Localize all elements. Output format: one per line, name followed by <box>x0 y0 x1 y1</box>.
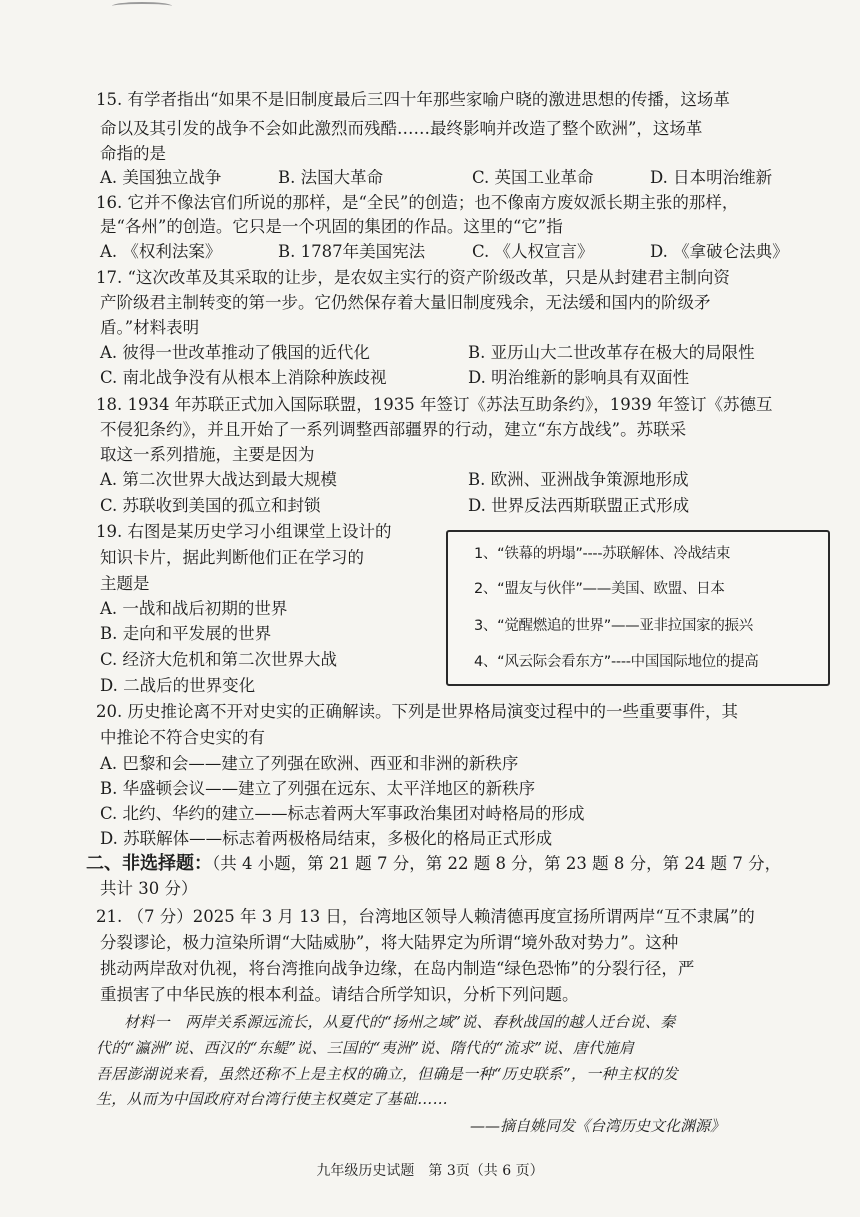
q17-option-d: D. 明治维新的影响具有双面性 <box>468 368 690 387</box>
knowledge-card-item-2: 2、“盟友与伙伴”——美国、欧盟、日本 <box>474 581 725 597</box>
page-footer: 九年级历史试题 第 3页（共 6 页） <box>316 1163 544 1179</box>
q19-option-a: A. 一战和战后初期的世界 <box>100 599 288 618</box>
q19-option-d: D. 二战后的世界变化 <box>100 676 256 695</box>
section-note: （共 4 小题，第 21 题 7 分，第 22 题 8 分，第 23 题 8 分，第 24 题 7 分， <box>212 854 782 873</box>
q15-option-a: A. 美国独立战争 <box>100 168 222 187</box>
q17-option-b: B. 亚历山大二世改革存在极大的局限性 <box>468 343 755 362</box>
q19-stem-line1: 19. 右图是某历史学习小组课堂上设计的 <box>96 522 392 541</box>
section-note-line2: 共计 30 分） <box>100 879 198 898</box>
q21-material-line3: 吾居澎湖说来看，虽然还称不上是主权的确立，但确是一种“历史联系”，一种主权的发 <box>96 1065 679 1083</box>
q18-stem-line3: 取这一系列措施，主要是因为 <box>100 445 315 464</box>
q16-option-d: D. 《拿破仑法典》 <box>650 242 789 261</box>
q18-option-a: A. 第二次世界大战达到最大规模 <box>100 470 337 489</box>
q15-stem-line3: 命指的是 <box>100 144 166 163</box>
q17-stem-line2: 产阶级君主制转变的第一步。它仍然保存着大量旧制度残余，无法缓和国内的阶级矛 <box>100 293 711 312</box>
q18-stem-line2: 不侵犯条约》，并且开始了一系列调整西部疆界的行动，建立“东方战线”。苏联采 <box>100 420 687 439</box>
q19-stem-line3: 主题是 <box>100 574 150 593</box>
q21-material-source: ——摘自姚同发《台湾历史文化渊源》 <box>470 1117 726 1135</box>
q16-option-a: A. 《权利法案》 <box>100 242 222 261</box>
q15-option-c: C. 英国工业革命 <box>472 168 594 187</box>
q15-stem-line1: 15. 有学者指出“如果不是旧制度最后三四十年那些家喻户晓的激进思想的传播，这场革 <box>96 90 730 109</box>
q18-option-c: C. 苏联收到美国的孤立和封锁 <box>100 496 321 515</box>
q21-material-line1: 材料一 两岸关系源远流长，从夏代的“扬州之域”说、春秋战国的越人迁台说、秦 <box>124 1013 676 1031</box>
knowledge-card-item-1: 1、“铁幕的坍塌”----苏联解体、冷战结束 <box>474 546 731 562</box>
section-title: 二、非选择题： <box>86 853 212 874</box>
knowledge-card <box>446 530 830 686</box>
q17-stem-line1: 17. “这次改革及其采取的让步，是农奴主实行的资产阶级改革，只是从封建君主制向资 <box>96 268 730 287</box>
q20-option-b: B. 华盛顿会议——建立了列强在远东、太平洋地区的新秩序 <box>100 779 536 798</box>
knowledge-card-item-4: 4、“风云际会看东方”----中国国际地位的提高 <box>474 654 759 670</box>
q19-option-c: C. 经济大危机和第二次世界大战 <box>100 650 338 669</box>
q20-option-c: C. 北约、华约的建立——标志着两大军事政治集团对峙格局的形成 <box>100 804 585 823</box>
scan-mark <box>112 2 172 10</box>
q16-stem-line2: 是“各州”的创造。它只是一个巩固的集团的作品。这里的“它”指 <box>100 217 563 236</box>
q17-option-c: C. 南北战争没有从根本上消除种族歧视 <box>100 368 387 387</box>
q21-stem-line4: 重损害了中华民族的根本利益。请结合所学知识，分析下列问题。 <box>100 985 579 1004</box>
q16-option-c: C. 《人权宣言》 <box>472 242 594 261</box>
q17-stem-line3: 盾。”材料表明 <box>100 318 200 337</box>
q20-stem-line2: 中推论不符合史实的有 <box>100 728 265 747</box>
q19-option-b: B. 走向和平发展的世界 <box>100 624 272 643</box>
q18-option-b: B. 欧洲、亚洲战争策源地形成 <box>468 470 689 489</box>
q18-option-d: D. 世界反法西斯联盟正式形成 <box>468 496 690 515</box>
q16-stem-line1: 16. 它并不像法官们所说的那样，是“全民”的创造；也不像南方废奴派长期主张的那样， <box>96 193 739 212</box>
q17-option-a: A. 彼得一世改革推动了俄国的近代化 <box>100 343 370 362</box>
q21-stem-line2: 分裂谬论，极力渲染所谓“大陆威胁”，将大陆界定为所谓“境外敌对势力”。这种 <box>100 933 679 952</box>
section-heading <box>86 852 781 876</box>
q20-stem-line1: 20. 历史推论离不开对史实的正确解读。下列是世界格局演变过程中的一些重要事件，其 <box>96 702 738 721</box>
q19-stem-line2: 知识卡片，据此判断他们正在学习的 <box>100 548 364 567</box>
q21-material-line4: 生，从而为中国政府对台湾行使主权奠定了基础…… <box>96 1090 448 1108</box>
knowledge-card-item-3: 3、“觉醒燃追的世界”——亚非拉国家的振兴 <box>474 618 753 634</box>
q16-option-b: B. 1787年美国宪法 <box>278 242 426 261</box>
q21-material-line2: 代的“瀛洲”说、西汉的“东鳀”说、三国的“夷洲”说、隋代的“流求”说、唐代施肩 <box>96 1039 635 1057</box>
q21-stem-line1: 21. （7 分）2025 年 3 月 13 日，台湾地区领导人赖清德再度宣扬所谓两岸“互不隶属”的 <box>96 907 755 926</box>
q15-stem-line2: 命以及其引发的战争不会如此激烈而残酷……最终影响并改造了整个欧洲”，这场革 <box>100 119 703 138</box>
q15-option-b: B. 法国大革命 <box>278 168 384 187</box>
q18-stem-line1: 18. 1934 年苏联正式加入国际联盟，1935 年签订《苏法互助条约》，1939 年签订《苏德互 <box>96 395 773 414</box>
q21-stem-line3: 挑动两岸敌对仇视，将台湾推向战争边缘，在岛内制造“绿色恐怖”的分裂行径，严 <box>100 959 695 978</box>
q20-option-a: A. 巴黎和会——建立了列强在欧洲、西亚和非洲的新秩序 <box>100 754 519 773</box>
q20-option-d: D. 苏联解体——标志着两极格局结束，多极化的格局正式形成 <box>100 829 553 848</box>
q15-option-d: D. 日本明治维新 <box>650 168 773 187</box>
